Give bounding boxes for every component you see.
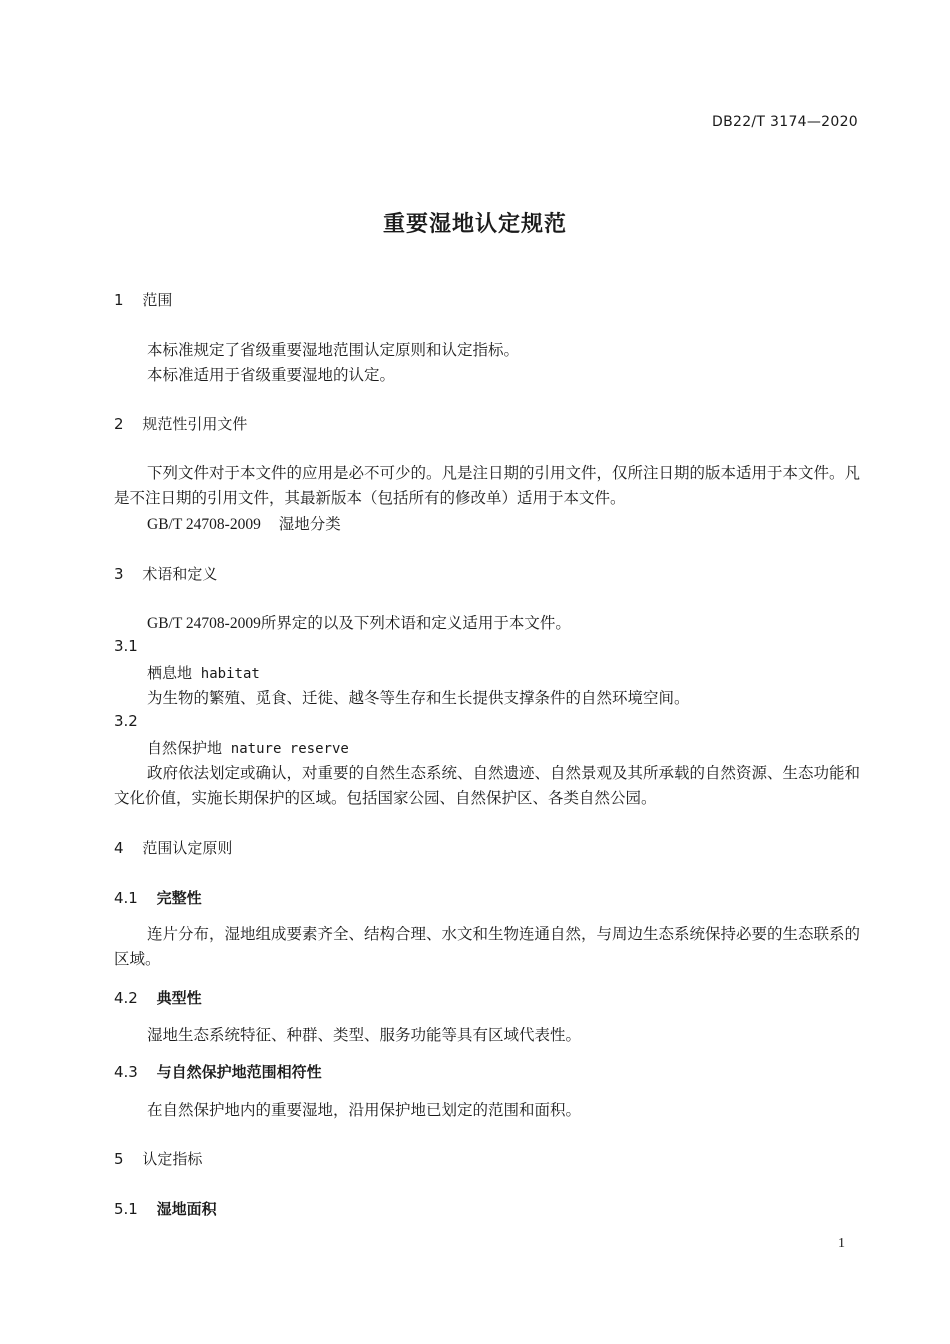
paragraph: 下列文件对于本文件的应用是必不可少的。凡是注日期的引用文件，仅所注日期的版本适用于本文件。凡是不注日期的引用文件，其最新版本（包括所有的修改单）适用于本文件。 [114, 465, 861, 507]
section-title: 认定指标 [142, 1150, 203, 1168]
subsection-4-3-heading [114, 1061, 322, 1082]
subsection-5-1-heading [114, 1198, 217, 1219]
section-number: 4 [114, 839, 124, 857]
section-5-heading [114, 1148, 202, 1169]
section-number: 1 [114, 291, 124, 309]
paragraph: 在自然保护地内的重要湿地，沿用保护地已划定的范围和面积。 [147, 1102, 582, 1119]
page-number: 1 [838, 1236, 845, 1251]
section-number: 3 [114, 565, 124, 583]
reference-code: GB/T 24708-2009 [147, 516, 261, 533]
section-title: 范围认定原则 [142, 839, 233, 857]
paragraph: GB/T 24708-2009所界定的以及下列术语和定义适用于本文件。 [147, 615, 571, 632]
section-number: 2 [114, 415, 124, 433]
subsection-number: 4.1 [114, 889, 138, 907]
subsection-4-1-heading [114, 887, 202, 908]
paragraph: 本标准适用于省级重要湿地的认定。 [147, 367, 396, 384]
term-definition: 为生物的繁殖、觅食、迁徙、越冬等生存和生长提供支撑条件的自然环境空间。 [147, 690, 690, 707]
section-title: 术语和定义 [142, 565, 218, 583]
subsection-title: 湿地面积 [156, 1200, 217, 1218]
normative-reference [147, 512, 341, 534]
subsection-number: 5.1 [114, 1200, 138, 1218]
section-1-heading [114, 289, 172, 310]
section-4-heading [114, 837, 232, 858]
paragraph: 湿地生态系统特征、种群、类型、服务功能等具有区域代表性。 [147, 1027, 582, 1044]
subsection-title: 典型性 [156, 989, 202, 1007]
document-title: 重要湿地认定规范 [382, 212, 567, 237]
paragraph: 连片分布，湿地组成要素齐全、结构合理、水文和生物连通自然，与周边生态系统保持必要的生态联系的区域。 [114, 926, 861, 968]
term-heading [147, 662, 260, 683]
subsection-number: 4.3 [114, 1063, 138, 1081]
term-definition: 政府依法划定或确认，对重要的自然生态系统、自然遗迹、自然景观及其所承载的自然资源、生态功能和文化价值，实施长期保护的区域。包括国家公园、自然保护区、各类自然公园。 [114, 765, 861, 807]
subsection-number: 4.2 [114, 989, 138, 1007]
section-2-heading [114, 413, 247, 434]
term-number: 3.2 [114, 712, 138, 730]
subsection-title: 完整性 [156, 889, 202, 907]
term-number: 3.1 [114, 637, 138, 655]
document-number: DB22/T 3174—2020 [712, 114, 858, 130]
section-number: 5 [114, 1150, 124, 1168]
section-3-heading [114, 563, 217, 584]
section-title: 规范性引用文件 [142, 415, 248, 433]
term-en: nature reserve [230, 741, 349, 757]
term-zh: 自然保护地 [147, 739, 223, 757]
term-en: habitat [200, 666, 260, 682]
paragraph: 本标准规定了省级重要湿地范围认定原则和认定指标。 [147, 342, 520, 359]
term-zh: 栖息地 [147, 664, 193, 682]
term-heading [147, 737, 349, 758]
reference-title: 湿地分类 [278, 516, 341, 533]
section-title: 范围 [142, 291, 173, 309]
subsection-title: 与自然保护地范围相符性 [156, 1063, 322, 1081]
subsection-4-2-heading [114, 987, 202, 1008]
